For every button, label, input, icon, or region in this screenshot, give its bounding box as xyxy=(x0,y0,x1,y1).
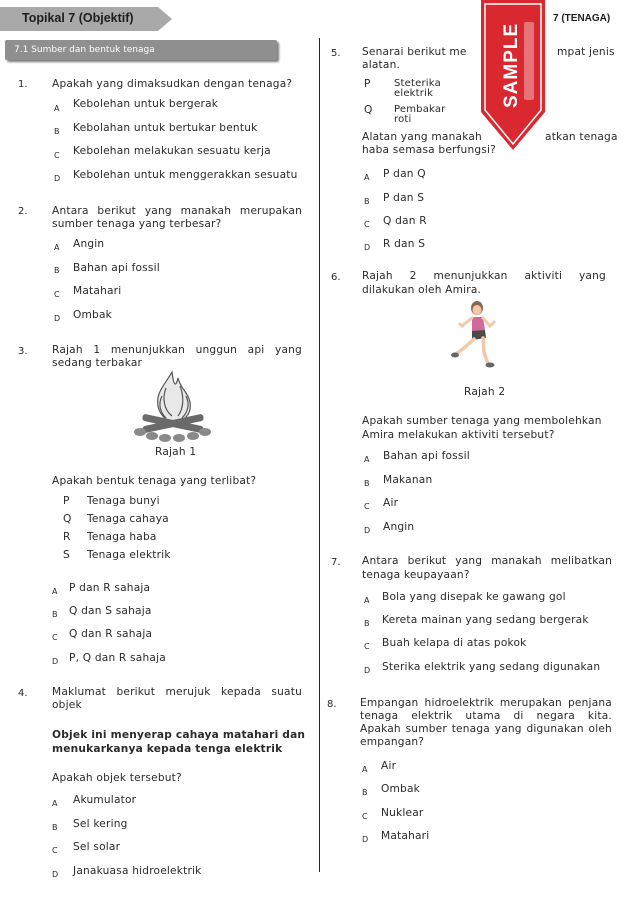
question-stem-line2: objek xyxy=(52,699,82,711)
statement-label: Q xyxy=(63,513,72,525)
stem-word: Antara xyxy=(362,555,399,567)
option-text[interactable]: Air xyxy=(383,497,399,509)
question-stem-line4: empangan? xyxy=(360,736,425,748)
stem-word: hidroelektrik xyxy=(424,697,494,709)
stem-word: Antara xyxy=(52,205,89,217)
stem-word: Rajah xyxy=(52,344,83,356)
option-letter: A xyxy=(364,596,370,605)
question-number: 2. xyxy=(18,206,28,217)
question-stem-line2: sedang terbakar xyxy=(52,357,143,369)
option-letter: C xyxy=(364,642,370,651)
question-stem xyxy=(52,344,302,356)
stem-word: Empangan xyxy=(360,697,419,709)
question-prompt: Apakah objek tersebut? xyxy=(52,772,182,784)
option-text[interactable]: Matahari xyxy=(73,285,122,297)
question-stem-line2 xyxy=(360,710,612,722)
option-text[interactable]: Air xyxy=(381,760,397,772)
stem-word: yang xyxy=(578,270,606,282)
section-title: 7.1 Sumber dan bentuk tenaga xyxy=(14,45,155,55)
stem-word: yang xyxy=(455,555,483,567)
question-stem-end: mpat jenis xyxy=(557,46,615,58)
question-number: 8. xyxy=(327,699,337,710)
question-stem-line2: tenaga keupayaan? xyxy=(362,569,470,581)
question-prompt: Apakah sumber tenaga yang membolehkan xyxy=(362,415,602,427)
stem-word: aktiviti xyxy=(524,270,563,282)
stem-word: yang xyxy=(144,205,172,217)
option-letter: A xyxy=(52,799,58,808)
option-text[interactable]: Sterika elektrik yang sedang digunakan xyxy=(382,661,601,673)
option-text[interactable]: Q dan R xyxy=(383,215,427,227)
option-text[interactable]: Buah kelapa di atas pokok xyxy=(382,637,527,649)
option-text[interactable]: Q dan S sahaja xyxy=(69,605,152,617)
question-stem-line2: dilakukan oleh Amira. xyxy=(362,284,482,296)
option-letter: A xyxy=(54,104,60,113)
stem-word: kepada xyxy=(221,686,261,698)
option-letter: D xyxy=(364,666,371,675)
question-stem xyxy=(360,697,612,709)
item-text: Steterika xyxy=(394,78,441,89)
option-letter: D xyxy=(364,243,371,252)
option-text[interactable]: P, Q dan R sahaja xyxy=(69,652,166,664)
option-text[interactable]: Bahan api fossil xyxy=(383,450,470,462)
item-label: Q xyxy=(364,104,373,116)
option-text[interactable]: Kebolahan untuk bertukar bentuk xyxy=(73,122,258,134)
stem-word: Maklumat xyxy=(52,686,106,698)
option-letter: C xyxy=(54,290,60,299)
option-text[interactable]: Akumulator xyxy=(73,794,137,806)
option-letter: B xyxy=(364,619,370,628)
question-number: 1. xyxy=(18,79,28,90)
question-stem: Senarai berikut me xyxy=(362,46,467,58)
stem-word: tenaga xyxy=(451,723,490,735)
option-letter: D xyxy=(364,526,371,535)
stem-word: api xyxy=(247,344,265,356)
stem-word: unggun xyxy=(195,344,238,356)
option-letter: C xyxy=(54,151,60,160)
sample-stamp xyxy=(479,0,547,150)
stem-word: yang xyxy=(274,344,302,356)
stem-word: yang xyxy=(494,723,522,735)
option-letter: B xyxy=(52,610,58,619)
option-letter: B xyxy=(52,823,58,832)
stem-word: tenaga xyxy=(360,710,399,722)
option-text[interactable]: Nuklear xyxy=(381,807,424,819)
option-text[interactable]: Angin xyxy=(383,521,415,533)
item-text: Pembakar xyxy=(394,104,446,115)
question-number: 7. xyxy=(331,557,341,568)
statement-label: S xyxy=(63,549,70,561)
topic-right-label: 7 (TENAGA) xyxy=(553,13,611,24)
question-number: 4. xyxy=(18,688,28,699)
question-number: 3. xyxy=(18,346,28,357)
option-text[interactable]: R dan S xyxy=(383,238,426,250)
option-letter: A xyxy=(54,243,60,252)
stem-word: merupakan xyxy=(239,205,302,217)
option-text[interactable]: Ombak xyxy=(73,309,113,321)
stem-word: penjana xyxy=(568,697,612,709)
option-letter: B xyxy=(54,266,60,275)
question-prompt: Alatan yang manakah xyxy=(362,131,482,143)
info-box-line2: menukarkanya kepada tenga elektrik xyxy=(52,743,283,755)
stem-word: kita. xyxy=(587,710,612,722)
option-text[interactable]: Ombak xyxy=(381,783,421,795)
option-letter: D xyxy=(52,870,59,879)
option-letter: A xyxy=(364,173,370,182)
topic-title: Topikal 7 (Objektif) xyxy=(22,11,134,25)
question-prompt-end: atkan tenaga xyxy=(545,131,618,143)
option-text[interactable]: Janakuasa hidroelektrik xyxy=(73,865,202,877)
question-stem: Apakah yang dimaksudkan dengan tenaga? xyxy=(52,78,293,90)
stem-word: berikut xyxy=(116,686,156,698)
statement-text: Tenaga bunyi xyxy=(87,495,160,507)
option-letter: D xyxy=(362,835,369,844)
question-prompt: Apakah bentuk tenaga yang terlibat? xyxy=(52,475,257,487)
question-prompt-line2: haba semasa berfungsi? xyxy=(362,144,496,156)
option-text[interactable]: P dan R sahaja xyxy=(69,582,151,594)
stem-word: Apakah xyxy=(360,723,401,735)
campfire-illustration xyxy=(134,366,212,442)
statement-text: Tenaga haba xyxy=(87,531,157,543)
statement-text: Tenaga elektrik xyxy=(87,549,171,561)
stem-word: berikut xyxy=(407,555,447,567)
question-stem xyxy=(362,555,612,567)
option-letter: B xyxy=(364,197,370,206)
stem-word: manakah xyxy=(180,205,232,217)
option-text[interactable]: Angin xyxy=(73,238,105,250)
option-text[interactable]: Bahan api fossil xyxy=(73,262,160,274)
runner-icon xyxy=(451,301,495,368)
question-stem xyxy=(52,205,302,217)
stem-word: elektrik xyxy=(411,710,453,722)
option-letter: D xyxy=(52,657,59,666)
info-box-line1: Objek ini menyerap cahaya matahari dan xyxy=(52,729,306,741)
option-letter: C xyxy=(52,633,58,642)
statement-text: Tenaga cahaya xyxy=(87,513,169,525)
flame-icon xyxy=(158,372,191,422)
option-letter: B xyxy=(54,127,60,136)
stem-word: berikut xyxy=(97,205,137,217)
option-letter: C xyxy=(362,812,368,821)
option-text[interactable]: Q dan R sahaja xyxy=(69,628,153,640)
stem-word: negara xyxy=(536,710,575,722)
item-label: P xyxy=(364,78,371,90)
option-text[interactable]: Kebolehan untuk menggerakkan sesuatu xyxy=(73,169,298,181)
statement-label: P xyxy=(63,495,70,507)
stem-word: sumber xyxy=(405,723,447,735)
option-letter: C xyxy=(52,846,58,855)
stem-word: menunjukkan xyxy=(110,344,185,356)
option-letter: A xyxy=(52,587,58,596)
stamp-text: SAMPLE xyxy=(501,22,522,108)
question-stem-line2: alatan. xyxy=(362,59,401,71)
option-letter: D xyxy=(54,174,61,183)
option-text[interactable]: Makanan xyxy=(383,474,433,486)
option-letter: C xyxy=(364,502,370,511)
question-stem xyxy=(52,686,302,698)
stem-word: digunakan xyxy=(526,723,584,735)
option-text[interactable]: P dan Q xyxy=(383,168,426,180)
stem-word: oleh xyxy=(588,723,612,735)
stem-word: merujuk xyxy=(165,686,211,698)
item-text: roti xyxy=(394,114,412,125)
option-letter: C xyxy=(364,220,370,229)
stem-word: suatu xyxy=(271,686,302,698)
item-text: elektrik xyxy=(394,88,434,99)
statement-label: R xyxy=(63,531,71,543)
question-number: 6. xyxy=(331,272,341,283)
option-letter: A xyxy=(364,455,370,464)
question-prompt-line2: Amira melakukan aktiviti tersebut? xyxy=(362,429,555,441)
option-text[interactable]: Bola yang disepak ke gawang gol xyxy=(382,591,566,603)
question-stem-line2: sumber tenaga yang terbesar? xyxy=(52,218,222,230)
runner-illustration xyxy=(450,300,496,368)
column-divider xyxy=(319,38,320,872)
question-number: 5. xyxy=(331,48,341,59)
option-letter: A xyxy=(362,765,368,774)
question-stem-line3 xyxy=(360,723,612,735)
option-text[interactable]: Kebolehan melakukan sesuatu kerja xyxy=(73,145,271,157)
figure-caption: Rajah 1 xyxy=(155,446,197,458)
stem-word: di xyxy=(513,710,524,722)
figure-caption: Rajah 2 xyxy=(464,386,506,398)
option-text[interactable]: Sel solar xyxy=(73,841,121,853)
stem-word: Rajah xyxy=(362,270,393,282)
question-stem xyxy=(362,270,606,282)
stem-word: 1 xyxy=(93,344,101,356)
stem-word: utama xyxy=(465,710,501,722)
stem-word: manakah xyxy=(491,555,542,567)
stem-word: merupakan xyxy=(499,697,562,709)
option-text[interactable]: P dan S xyxy=(383,192,425,204)
option-letter: B xyxy=(362,788,368,797)
option-text[interactable]: Matahari xyxy=(381,830,430,842)
stem-word: 2 xyxy=(409,270,417,282)
option-text[interactable]: Kereta mainan yang sedang bergerak xyxy=(382,614,589,626)
option-letter: D xyxy=(54,314,61,323)
stem-word: menunjukkan xyxy=(433,270,508,282)
option-letter: B xyxy=(364,479,370,488)
stem-word: melibatkan xyxy=(550,555,612,567)
option-text[interactable]: Kebolehan untuk bergerak xyxy=(73,98,219,110)
option-text[interactable]: Sel kering xyxy=(73,818,128,830)
